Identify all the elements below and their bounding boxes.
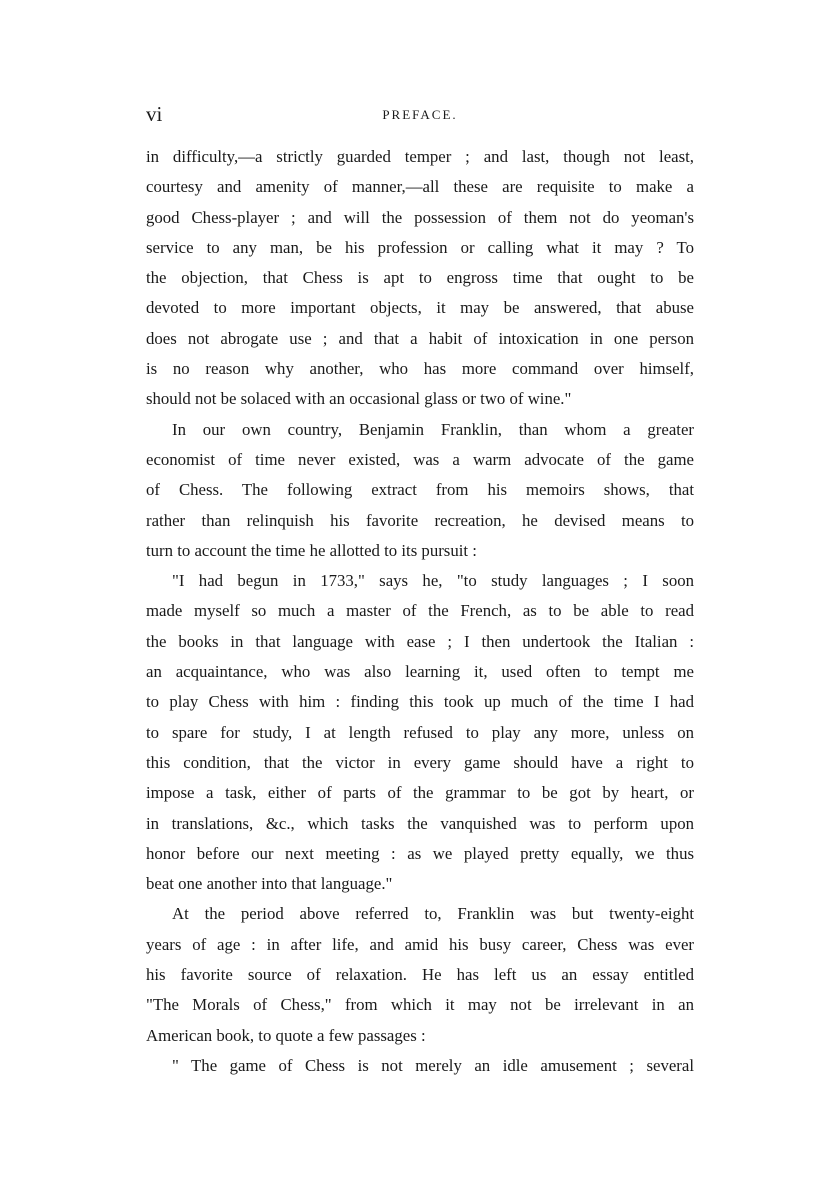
text-line: economist of time never existed, was a warm advocate of the game <box>146 449 694 469</box>
text-line: this condition, that the victor in every game should have a right to <box>146 752 694 772</box>
text-line: honor before our next meeting : as we played pretty equally, we thus <box>146 843 694 863</box>
text-line: service to any man, be his profession or calling what it may ? To <box>146 237 694 257</box>
text-line: should not be solaced with an occasional glass or two of wine." <box>146 389 572 409</box>
text-line: years of age : in after life, and amid his busy career, Chess was ever <box>146 934 694 954</box>
text-line: American book, to quote a few passages : <box>146 1025 426 1045</box>
body-text <box>146 142 694 1081</box>
text-line: in difficulty,—a strictly guarded temper ; and last, though not least, <box>146 147 694 166</box>
text-line: to spare for study, I at length refused to play any more, unless on <box>146 722 694 742</box>
text-line: an acquaintance, who was also learning it, used often to tempt me <box>146 662 694 682</box>
text-line: In our own country, Benjamin Franklin, than whom a greater <box>172 419 694 439</box>
page-number: vi <box>146 102 163 126</box>
text-line: is no reason why another, who has more command over himself, <box>146 359 694 379</box>
text-line: "The Morals of Chess," from which it may not be irrelevant in an <box>146 995 694 1015</box>
text-line: to play Chess with him : finding this took up much of the time I had <box>146 692 694 712</box>
text-line: courtesy and amenity of manner,—all these are requisite to make a <box>146 177 694 197</box>
text-line: impose a task, either of parts of the grammar to be got by heart, or <box>146 783 694 803</box>
text-line: made myself so much a master of the French, as to be able to read <box>146 601 694 621</box>
text-line: turn to account the time he allotted to its pursuit : <box>146 540 477 560</box>
text-line: "I had begun in 1733," says he, "to study languages ; I soon <box>172 571 694 591</box>
text-line: his favorite source of relaxation. He has left us an essay entitled <box>146 965 694 985</box>
text-line: in translations, &c., which tasks the vanquished was to perform upon <box>146 813 694 833</box>
running-head-title: PREFACE. <box>382 107 458 122</box>
text-line: rather than relinquish his favorite recreation, he devised means to <box>146 510 694 530</box>
text-line: the books in that language with ease ; I then undertook the Italian : <box>146 631 694 651</box>
page-header <box>146 100 694 130</box>
text-line: of Chess. The following extract from his memoirs shows, that <box>146 480 694 500</box>
text-line: beat one another into that language." <box>146 874 393 894</box>
text-line: the objection, that Chess is apt to engross time that ought to be <box>146 268 694 288</box>
text-line: At the period above referred to, Franklin was but twenty-eight <box>172 904 694 924</box>
text-line: " The game of Chess is not merely an idle amusement ; several <box>172 1055 694 1075</box>
text-line: good Chess-player ; and will the possession of them not do yeoman's <box>146 207 694 227</box>
text-line: devoted to more important objects, it may be answered, that abuse <box>146 298 694 318</box>
text-line: does not abrogate use ; and that a habit of intoxication in one person <box>146 328 694 348</box>
